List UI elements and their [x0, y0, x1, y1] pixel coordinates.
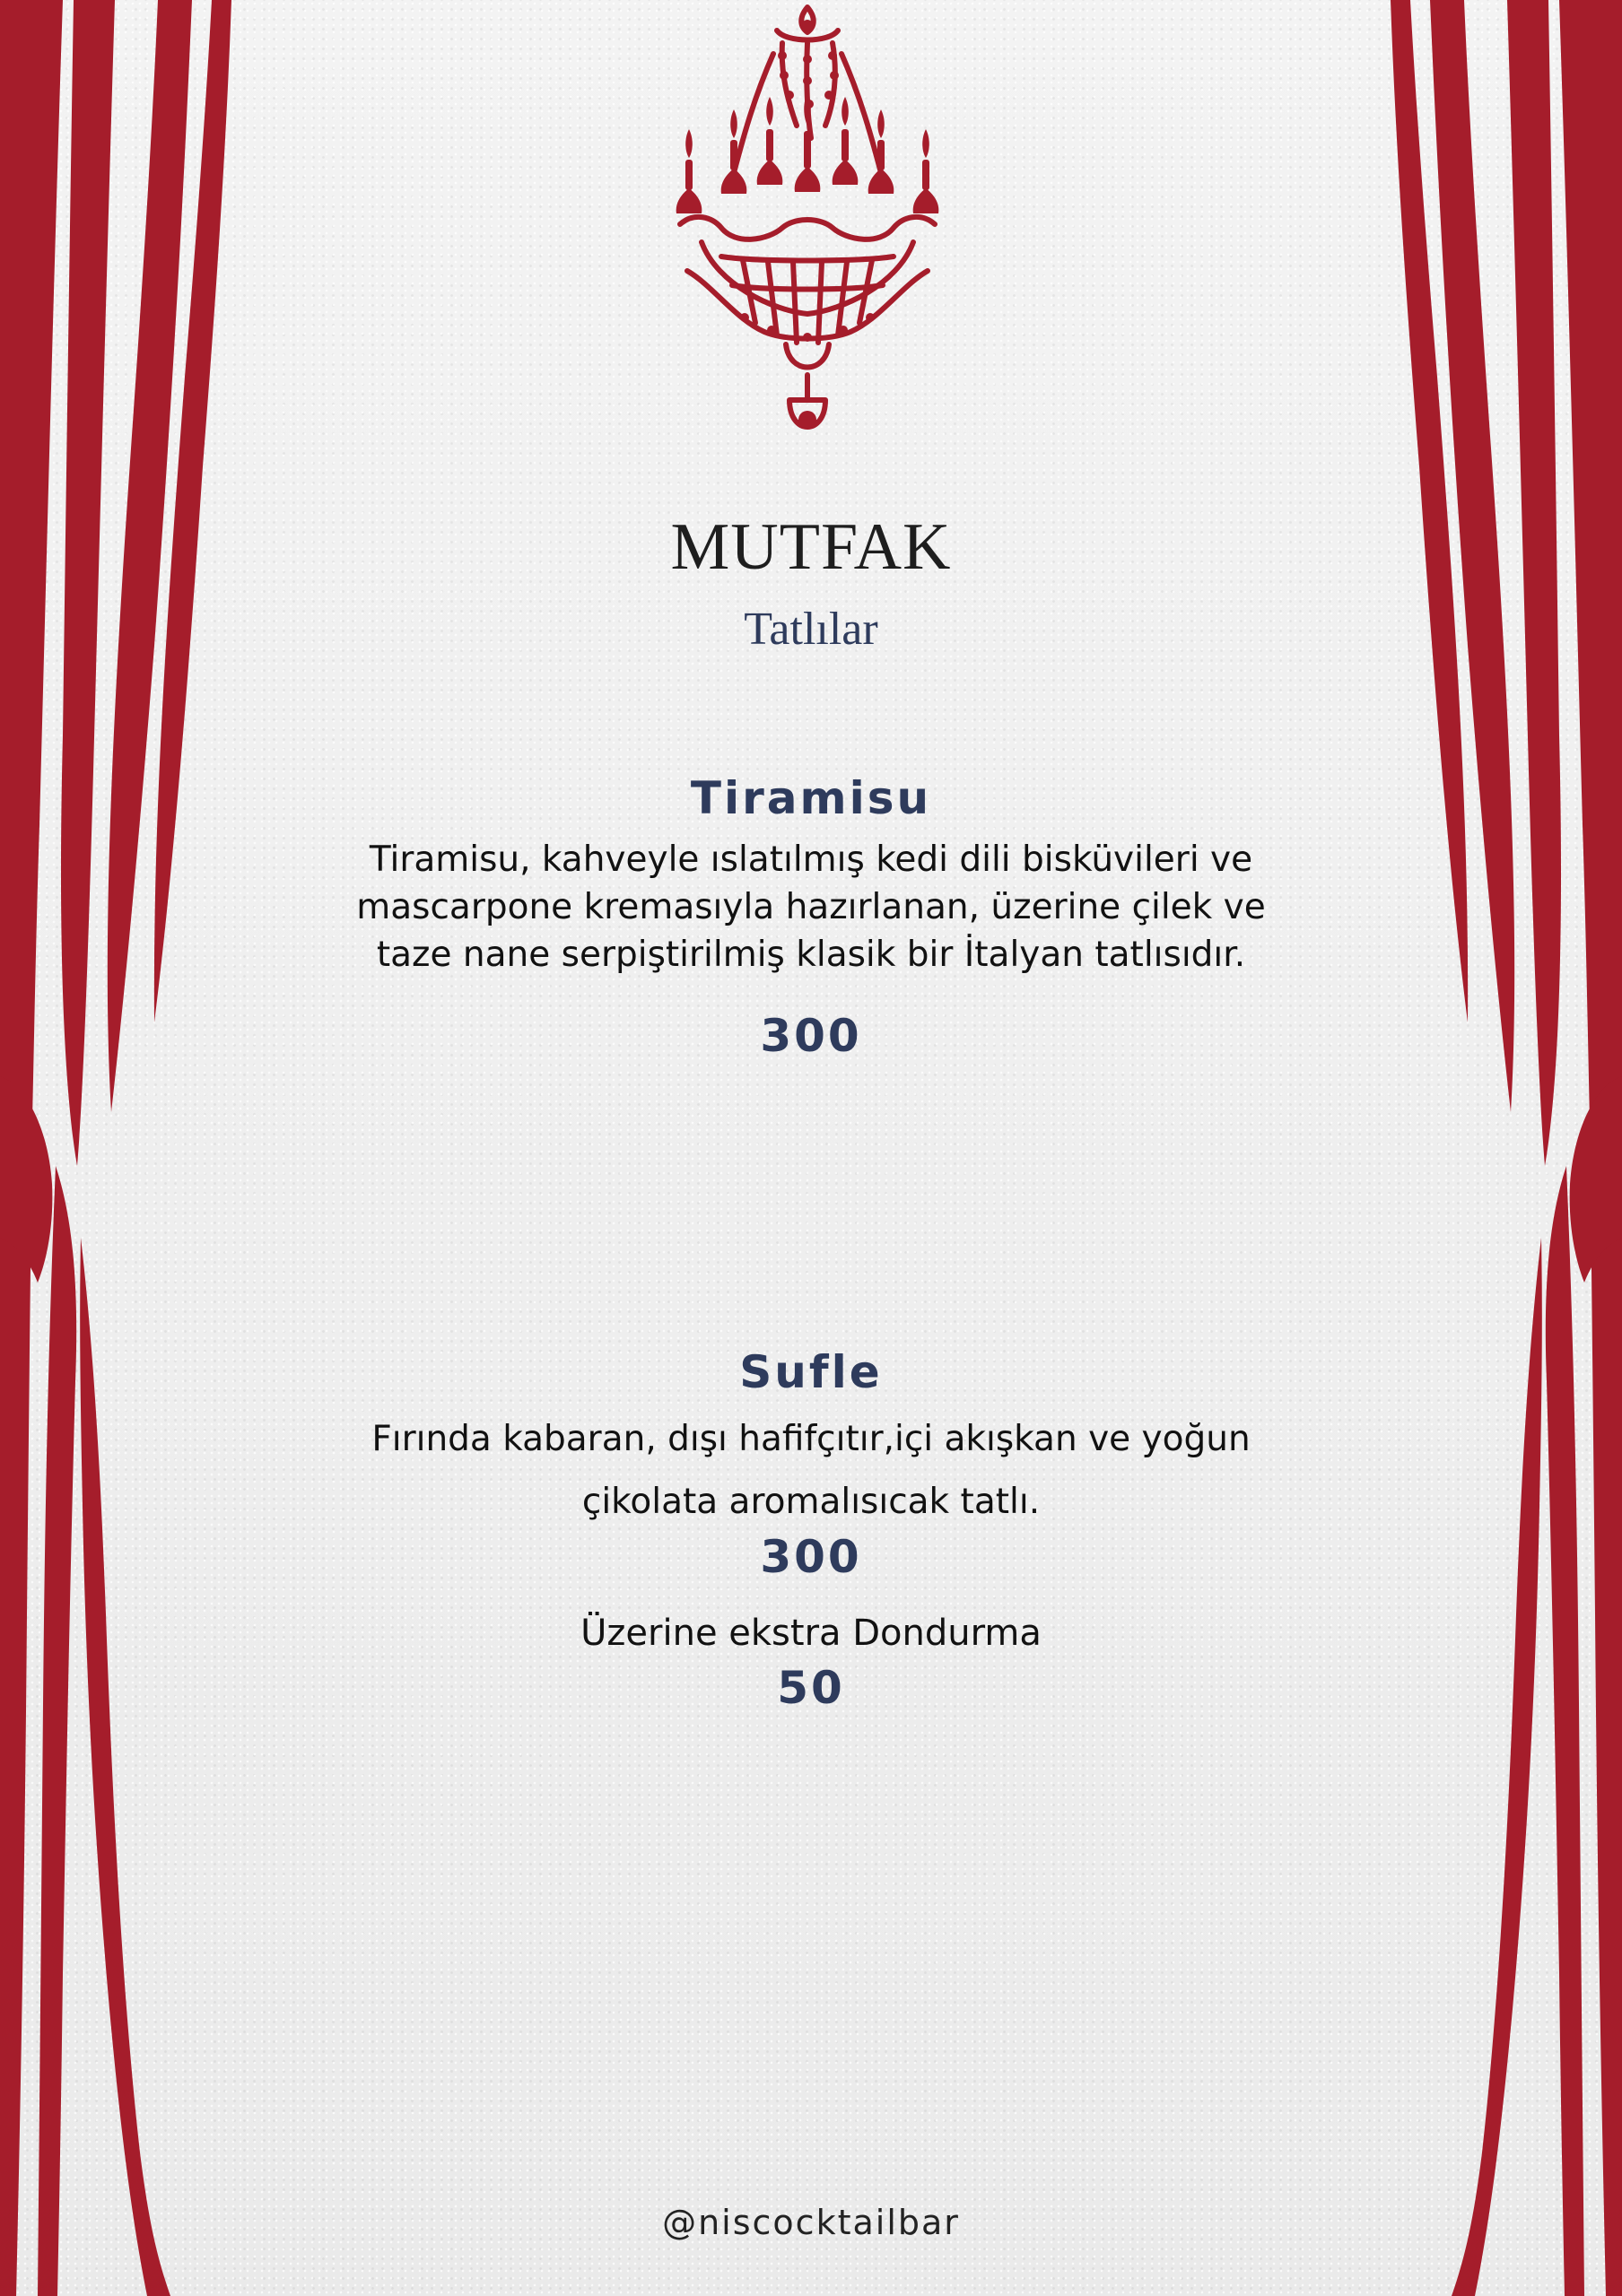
curtain-left-decoration [0, 0, 242, 2296]
description-line: Fırında kabaran, dışı hafifçıtır,içi akışkan ve yoğun [371, 1419, 1251, 1459]
description-line: mascarpone kremasıyla hazırlanan, üzerine çilek ve [356, 887, 1266, 927]
item-extra-label: Üzerine ekstra Dondurma [580, 1613, 1042, 1654]
item-price: 300 [760, 1010, 862, 1062]
item-name: Sufle [739, 1346, 883, 1398]
curtain-right-decoration [1380, 0, 1622, 2296]
item-description [304, 836, 1318, 978]
item-description [304, 1408, 1318, 1534]
menu-item-sufle [0, 1345, 1622, 1715]
description-line: taze nane serpiştirilmiş klasik bir İtalyan tatlısıdır. [376, 935, 1246, 975]
chandelier-icon [637, 0, 978, 466]
description-line: çikolata aromalısıcak tatlı. [581, 1482, 1041, 1522]
item-extra-price: 50 [777, 1662, 845, 1714]
item-price: 300 [760, 1531, 862, 1583]
menu-item-tiramisu [0, 771, 1622, 1063]
description-line: Tiramisu, kahveyle ıslatılmış kedi dili bisküvileri ve [369, 839, 1253, 880]
social-handle: @niscocktailbar [662, 2203, 960, 2242]
item-name: Tiramisu [690, 772, 932, 824]
menu-subtitle: Tatlılar [744, 604, 878, 655]
menu-title: MUTFAK [670, 510, 952, 584]
